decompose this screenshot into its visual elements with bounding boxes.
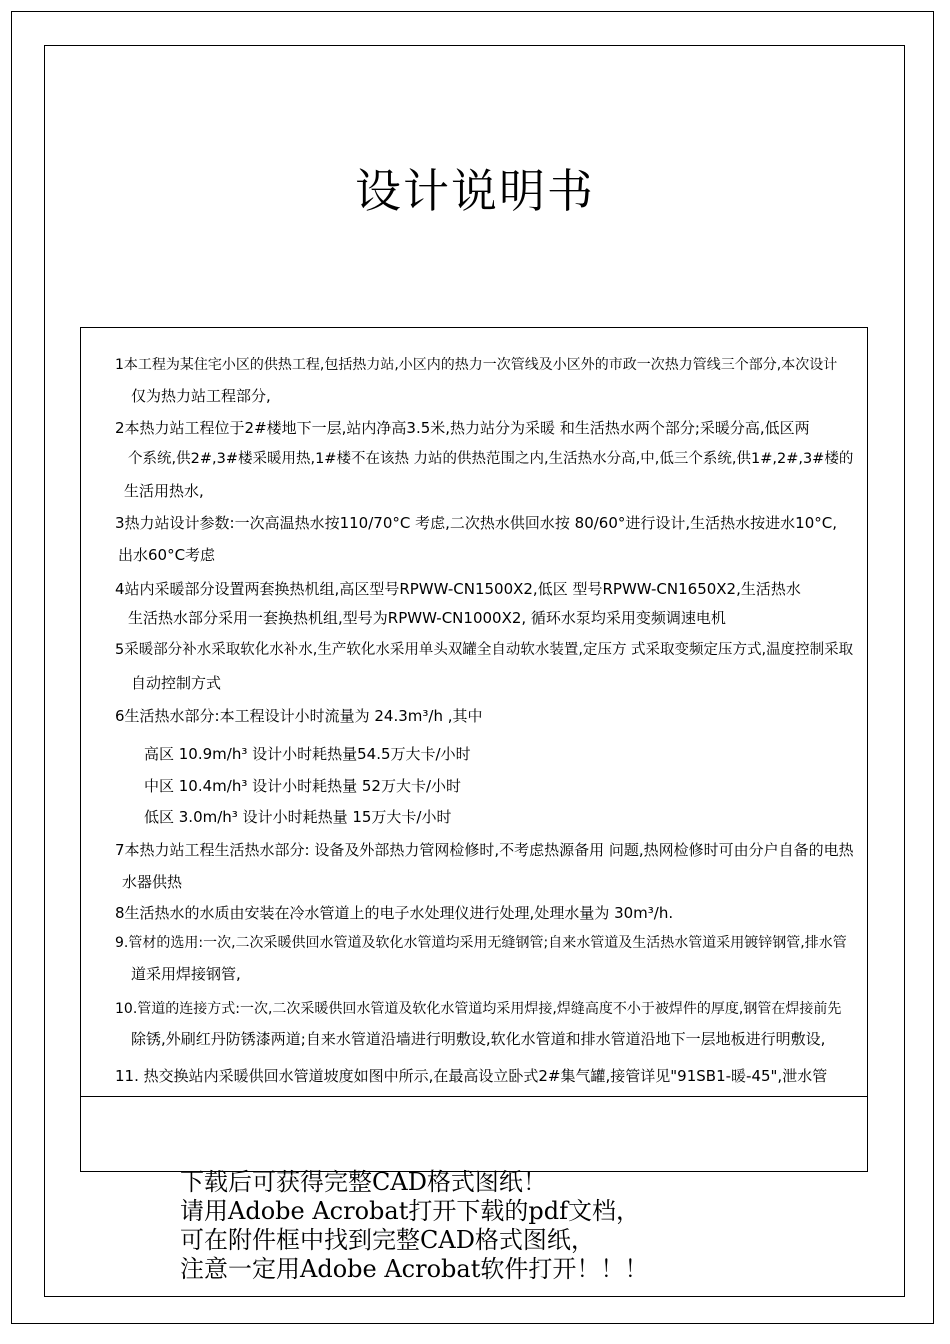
notice-line: 请用Adobe Acrobat打开下载的pdf文档， xyxy=(180,1197,640,1225)
download-notice xyxy=(180,1168,648,1284)
spec-line: 3热力站设计参数:一次高温热水按110/70°C 考虑,二次热水供回水按 80/60°进行设计,生活热水按进水10°C, xyxy=(115,514,837,532)
spec-line: 中区 10.4m/h³ 设计小时耗热量 52万大卡/小时 xyxy=(144,777,462,795)
spec-line: 道采用焊接钢管, xyxy=(131,965,241,983)
spec-line: 个系统,供2#,3#楼采暖用热,1#楼不在该热 力站的供热范围之内,生活热水分高,中,低三个系统,供1#,2#,3#楼的 xyxy=(128,451,854,467)
spec-line: 8生活热水的水质由安装在冷水管道上的电子水处理仪进行处理,处理水量为 30m³/h. xyxy=(115,904,674,922)
specification-divider xyxy=(80,1096,868,1097)
notice-line: 注意一定用Adobe Acrobat软件打开！！！ xyxy=(180,1255,649,1283)
document-title: 设计说明书 xyxy=(355,164,595,218)
notice-line: 可在附件框中找到完整CAD格式图纸， xyxy=(180,1226,595,1254)
spec-line: 1本工程为某住宅小区的供热工程,包括热力站,小区内的热力一次管线及小区外的市政一次热力管线三个部分,本次设计 xyxy=(115,357,838,373)
spec-line: 低区 3.0m/h³ 设计小时耗热量 15万大卡/小时 xyxy=(144,808,452,826)
spec-line: 10.管道的连接方式:一次,二次采暖供回水管道及软化水管道均采用焊接,焊缝高度不小于被焊件的厚度,钢管在焊接前先 xyxy=(115,1001,842,1017)
spec-line: 7本热力站工程生活热水部分: 设备及外部热力管网检修时,不考虑热源备用 问题,热网检修时可由分户自备的电热 xyxy=(115,841,854,859)
spec-line: 水器供热 xyxy=(122,873,183,891)
spec-line: 生活热水部分采用一套换热机组,型号为RPWW-CN1000X2, 循环水泵均采用变频调速电机 xyxy=(128,609,726,627)
spec-line: 9.管材的选用:一次,二次采暖供回水管道及软化水管道均采用无缝钢管;自来水管道及生活热水管道采用镀锌钢管,排水管 xyxy=(115,935,847,951)
spec-line: 仅为热力站工程部分, xyxy=(131,387,271,405)
spec-line: 除锈,外刷红丹防锈漆两道;自来水管道沿墙进行明敷设,软化水管道和排水管道沿地下一层地板进行明敷设, xyxy=(131,1030,826,1048)
spec-line: 生活用热水, xyxy=(124,482,204,500)
spec-line: 出水60°C考虑 xyxy=(118,546,216,564)
spec-line: 4站内采暖部分设置两套换热机组,高区型号RPWW-CN1500X2,低区 型号RPWW-CN1650X2,生活热水 xyxy=(115,580,801,598)
spec-line: 自动控制方式 xyxy=(131,674,222,692)
spec-line: 5采暖部分补水采取软化水补水,生产软化水采用单头双罐全自动软水装置,定压方 式采取变频定压方式,温度控制采取 xyxy=(115,642,854,658)
spec-line: 高区 10.9m/h³ 设计小时耗热量54.5万大卡/小时 xyxy=(144,745,471,763)
spec-line: 2本热力站工程位于2#楼地下一层,站内净高3.5米,热力站分为采暖 和生活热水两个部分;采暖分高,低区两 xyxy=(115,419,810,437)
spec-line: 11. 热交换站内采暖供回水管道坡度如图中所示,在最高设立卧式2#集气罐,接管详见"91SB1-暖-45",泄水管 xyxy=(115,1067,828,1085)
spec-line: 6生活热水部分:本工程设计小时流量为 24.3m³/h ,其中 xyxy=(115,707,483,725)
notice-line: 下载后可获得完整CAD格式图纸！ xyxy=(180,1168,547,1196)
